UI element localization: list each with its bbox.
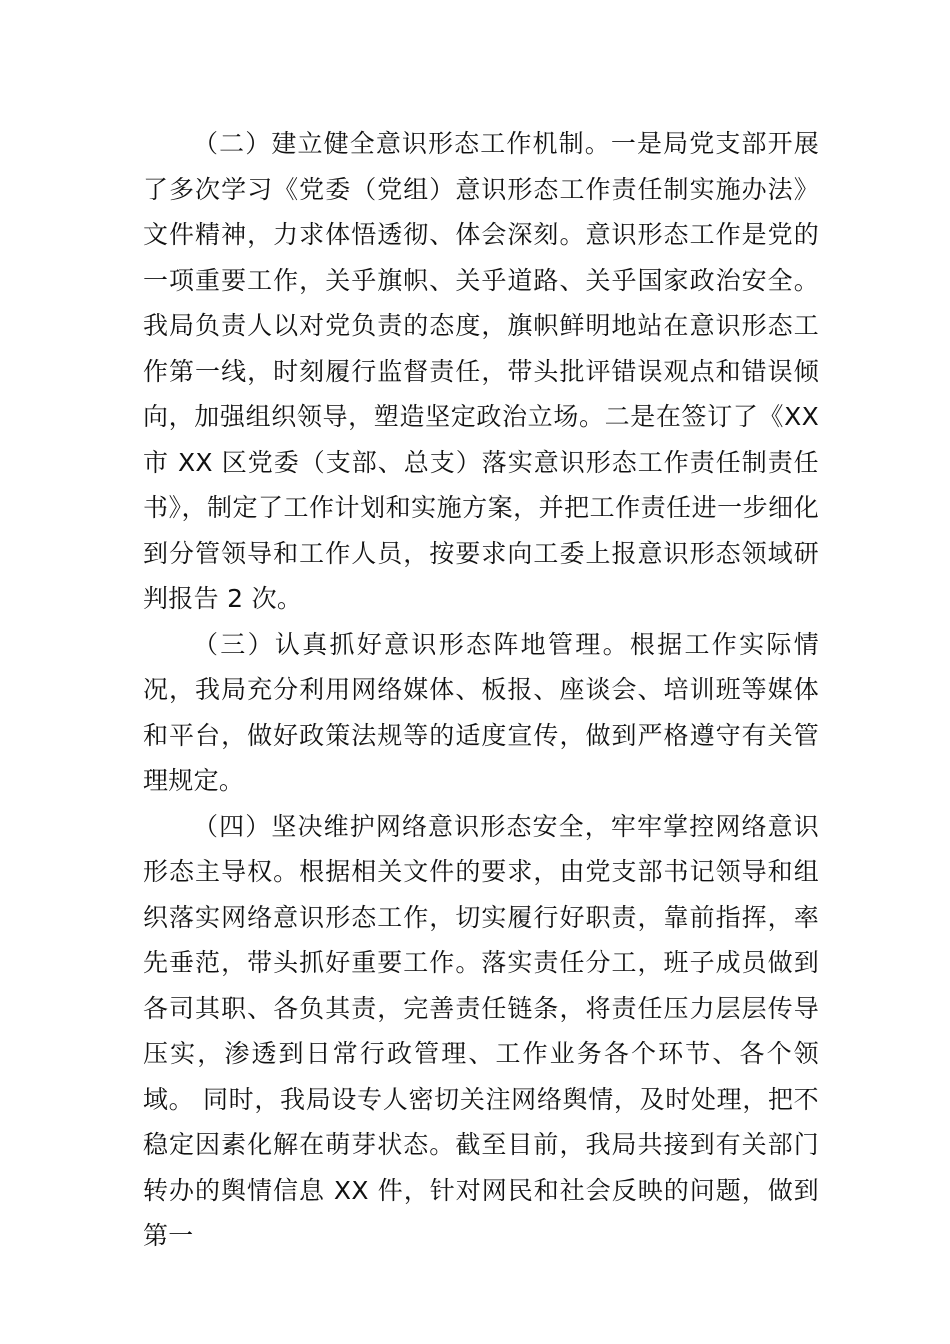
paragraph-position-management: （三）认真抓好意识形态阵地管理。根据工作实际情况，我局充分利用网络媒体、板报、座谈会、培训班等媒体和平台，做好政策法规等的适度宣传，做到严格遵守有关管理规定。 xyxy=(143,629,819,795)
paragraph-mechanism: （二）建立健全意识形态工作机制。一是局党支部开展了多次学习《党委（党组）意识形态工作责任制实施办法》 文件精神，力求体悟透彻、体会深刻。意识形态工作是党的一项重要工作，关乎旗帜、关乎道路、关乎国家政治安全。 我局负责人以对党负责的态度，旗帜鲜明地站在意识形态工作第一线，时刻履行监督责任，带头批评错误观点和错误倾向，加强组织领导，塑造坚定政治立场。二是在签订了《XX 市 XX 区党委（支部、总支）落实意识形态工作责任制责任书》，制定了工作计划和实施方案，并把工作责任进一步细化到分管领导和工作人员，按要求向工委上报意识形态领域研判报告 2 次。 xyxy=(143,129,819,613)
document-body xyxy=(143,121,819,1259)
paragraph-network-security: （四）坚决维护网络意识形态安全，牢牢掌控网络意识形态主导权。根据相关文件的要求，由党支部书记领导和组织落实网络意识形态工作，切实履行好职责，靠前指挥，率先垂范，带头抓好重要工作。落实责任分工，班子成员做到各司其职、各负其责，完善责任链条，将责任压力层层传导压实，渗透到日常行政管理、工作业务各个环节、各个领域。 同时，我局设专人密切关注网络舆情，及时处理，把不稳定因素化解在萌芽状态。截至目前，我局共接到有关部门转办的舆情信息 XX 件，针对网民和社会反映的问题，做到第一 xyxy=(143,811,819,1250)
